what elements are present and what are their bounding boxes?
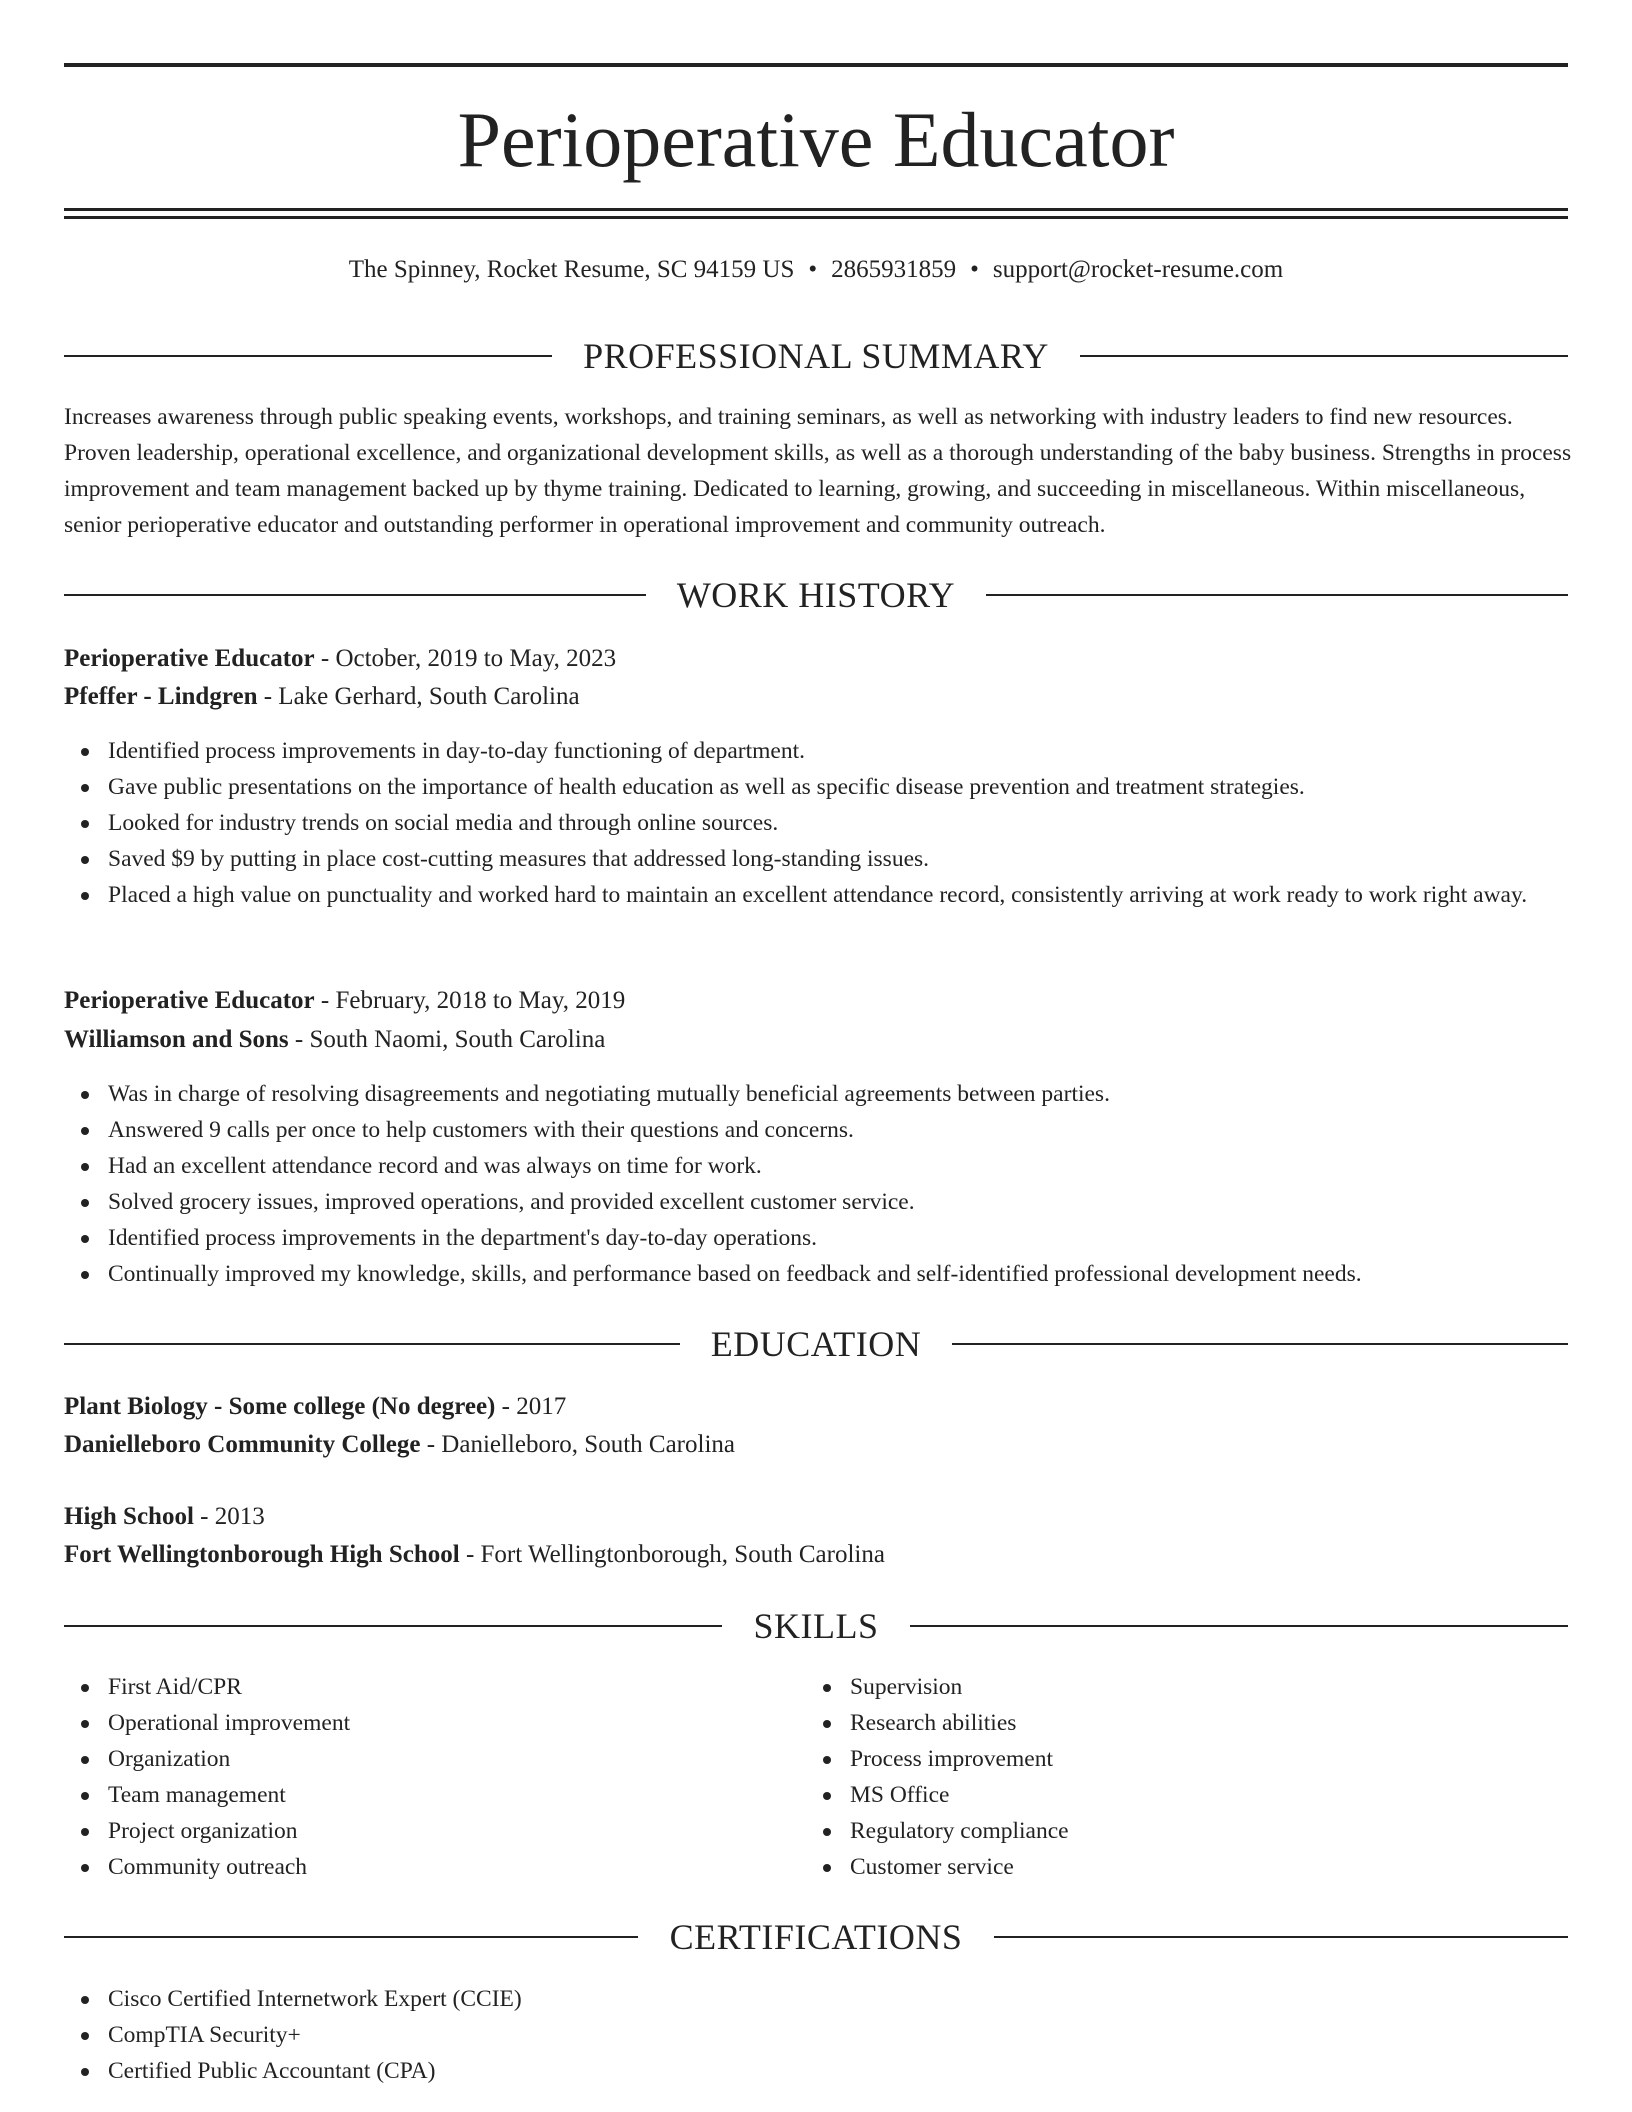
skill-item: Project organization bbox=[64, 1813, 764, 1849]
section-title: WORK HISTORY bbox=[676, 575, 956, 615]
education-school: Danielleboro Community College bbox=[64, 1431, 421, 1458]
education-school-line bbox=[64, 1426, 1568, 1464]
list-item: Gave public presentations on the importance of health education as well as specific disease prevention and treatment strategies. bbox=[64, 769, 1568, 805]
education-location: - Danielleboro, South Carolina bbox=[420, 1431, 735, 1458]
job-company: Pfeffer - Lindgren bbox=[64, 683, 258, 710]
skill-item: Organization bbox=[64, 1741, 764, 1777]
list-item: Continually improved my knowledge, skills, and performance based on feedback and self-identified professional development needs. bbox=[64, 1256, 1568, 1292]
skill-item: Operational improvement bbox=[64, 1705, 764, 1741]
contact-line bbox=[0, 252, 1632, 288]
job-dates: - October, 2019 to May, 2023 bbox=[314, 645, 617, 672]
section-heading-work-history bbox=[64, 571, 1568, 619]
job-dates: - February, 2018 to May, 2019 bbox=[314, 987, 626, 1014]
education-year: - 2017 bbox=[495, 1393, 567, 1420]
list-item: Identified process improvements in the department's day-to-day operations. bbox=[64, 1220, 1568, 1256]
education-degree: Plant Biology - Some college (No degree) bbox=[64, 1393, 496, 1420]
certification-item: Certified Public Accountant (CPA) bbox=[64, 2053, 1568, 2089]
certification-item: CompTIA Security+ bbox=[64, 2017, 1568, 2053]
skill-item: Research abilities bbox=[806, 1705, 1506, 1741]
skills-list-left bbox=[64, 1669, 764, 1885]
header-double-rule-top bbox=[64, 208, 1568, 211]
job-title-line bbox=[64, 982, 1568, 1020]
education-degree-line bbox=[64, 1388, 1568, 1426]
education-location: - Fort Wellingtonborough, South Carolina bbox=[459, 1541, 885, 1568]
list-item: Saved $9 by putting in place cost-cutting measures that addressed long-standing issues. bbox=[64, 841, 1568, 877]
education-degree: High School bbox=[64, 1503, 194, 1530]
list-item: Solved grocery issues, improved operations, and provided excellent customer service. bbox=[64, 1184, 1568, 1220]
certification-item: Cisco Certified Internetwork Expert (CCIE) bbox=[64, 1981, 1568, 2017]
summary-text: Increases awareness through public speaking events, workshops, and training seminars, as well as networking with industry leaders to find new resources. Proven leadership, operational excellence, and organizational development skills, as well as a thorough understanding of the baby business. Strengths in process improvement and team management backed up by thyme training. Dedicated to learning, growing, and succeeding in miscellaneous. Within miscellaneous, senior perioperative educator and outstanding performer in operational improvement and community outreach. bbox=[64, 404, 1572, 538]
skill-item: Process improvement bbox=[806, 1741, 1506, 1777]
skill-item: Regulatory compliance bbox=[806, 1813, 1506, 1849]
section-title: PROFESSIONAL SUMMARY bbox=[583, 336, 1049, 376]
job-bullets bbox=[64, 1076, 1568, 1292]
contact-separator: • bbox=[808, 256, 818, 283]
header-top-rule bbox=[64, 63, 1568, 67]
contact-address: The Spinney, Rocket Resume, SC 94159 US bbox=[348, 256, 795, 283]
header-double-rule-bottom bbox=[64, 216, 1568, 219]
job-location: - South Naomi, South Carolina bbox=[288, 1026, 606, 1053]
education-year: - 2013 bbox=[193, 1503, 265, 1530]
list-item: Answered 9 calls per once to help customers with their questions and concerns. bbox=[64, 1112, 1568, 1148]
contact-phone: 2865931859 bbox=[831, 256, 957, 283]
heading-rule-right bbox=[952, 1343, 1568, 1345]
education-degree-line bbox=[64, 1498, 1568, 1536]
list-item: Was in charge of resolving disagreements and negotiating mutually beneficial agreements between parties. bbox=[64, 1076, 1568, 1112]
skill-item: MS Office bbox=[806, 1777, 1506, 1813]
section-heading-summary bbox=[64, 332, 1568, 380]
job-title: Perioperative Educator bbox=[64, 987, 315, 1014]
list-item: Looked for industry trends on social media and through online sources. bbox=[64, 805, 1568, 841]
skill-item: Supervision bbox=[806, 1669, 1506, 1705]
job-bullets bbox=[64, 733, 1568, 913]
section-heading-skills bbox=[64, 1602, 1568, 1650]
list-item: Had an excellent attendance record and was always on time for work. bbox=[64, 1148, 1568, 1184]
job-company-line bbox=[64, 1021, 1568, 1059]
list-item: Identified process improvements in day-to-day functioning of department. bbox=[64, 733, 1568, 769]
education-school-line bbox=[64, 1536, 1568, 1574]
skill-item: First Aid/CPR bbox=[64, 1669, 764, 1705]
section-heading-certifications bbox=[64, 1913, 1568, 1961]
section-title: EDUCATION bbox=[710, 1324, 922, 1364]
page-title: Perioperative Educator bbox=[457, 96, 1175, 183]
job-location: - Lake Gerhard, South Carolina bbox=[257, 683, 580, 710]
skills-list-right bbox=[806, 1669, 1506, 1885]
skill-item: Customer service bbox=[806, 1849, 1506, 1885]
job-title: Perioperative Educator bbox=[64, 645, 315, 672]
contact-email[interactable]: support@rocket-resume.com bbox=[992, 256, 1284, 283]
job-company-line bbox=[64, 678, 1568, 716]
skill-item: Team management bbox=[64, 1777, 764, 1813]
section-title: CERTIFICATIONS bbox=[669, 1917, 963, 1957]
contact-separator: • bbox=[970, 256, 979, 283]
job-company: Williamson and Sons bbox=[64, 1026, 289, 1053]
education-school: Fort Wellingtonborough High School bbox=[64, 1541, 460, 1568]
certifications-list bbox=[64, 1981, 1568, 2089]
list-item: Placed a high value on punctuality and worked hard to maintain an excellent attendance record, consistently arriving at work ready to work right away. bbox=[64, 877, 1568, 913]
job-title-line bbox=[64, 640, 1568, 678]
section-title: SKILLS bbox=[753, 1606, 879, 1646]
heading-rule-right bbox=[1080, 355, 1568, 357]
section-heading-education bbox=[64, 1320, 1568, 1368]
heading-rule-right bbox=[994, 1936, 1568, 1938]
heading-rule-right bbox=[910, 1625, 1568, 1627]
skill-item: Community outreach bbox=[64, 1849, 764, 1885]
heading-rule-right bbox=[986, 594, 1568, 596]
